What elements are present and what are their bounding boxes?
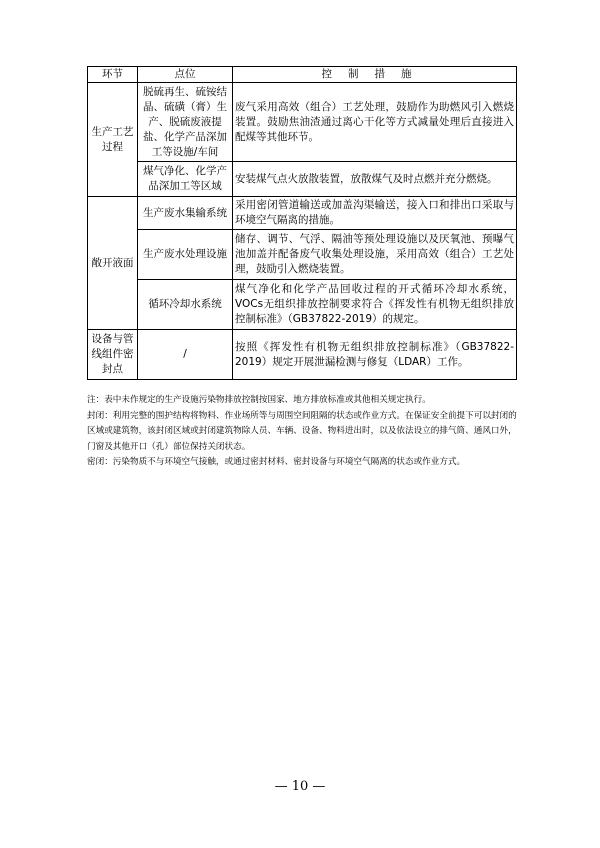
section-open-liquid: 敞开液面 [88,197,138,330]
note-enclosed: 封闭：利用完整的围护结构将物料、作业场所等与周围空间阻隔的状态或作业方式。在保证安全前提下可以封闭的区域或建筑物，该封闭区域或封闭建筑物除人员、车辆、设备、物料进出时，以及依法设立的排气筒、通风口外，门窗及其他开口（孔）部位保持关闭状态。 [87,410,517,452]
point-cell: 煤气净化、化学产品深加工等区域 [138,162,233,197]
page-number: — 10 — [274,779,326,794]
measure-cell: 安装煤气点火放散装置，放散煤气及时点燃并充分燃烧。 [233,162,517,197]
point-cell: 循环冷却水系统 [138,280,233,330]
point-cell: 脱硫再生、硫铵结晶、硫磺（膏）生产、脱硫废液提盐、化学产品深加工等设施/车间 [138,83,233,162]
measure-cell: 煤气净化和化学产品回收过程的开式循环冷却水系统，VOCs无组织排放控制要求符合《挥发性有机物无组织排放控制标准》（GB37822-2019）的规定。 [233,280,517,330]
measure-cell: 按照《挥发性有机物无组织排放控制标准》（GB37822-2019）规定开展泄漏检测与修复（LDAR）工作。 [233,330,517,380]
table-row [88,230,517,280]
section-equipment-seal: 设备与管线组件密封点 [88,330,138,380]
table-row [88,330,517,380]
measure-cell: 储存、调节、气浮、隔油等预处理设施以及厌氧池、预曝气池加盖并配备废气收集处理设施，采用高效（组合）工艺处理，鼓励引入燃烧装置。 [233,230,517,280]
control-measures-table [87,66,517,380]
table-row [88,83,517,162]
measure-cell: 采用密闭管道输送或加盖沟渠输送，接入口和排出口采取与环境空气隔离的措施。 [233,197,517,230]
table-row [88,280,517,330]
point-cell: 生产废水集输系统 [138,197,233,230]
table-row [88,197,517,230]
header-measure: 控制措施 [233,67,517,83]
measure-cell: 废气采用高效（组合）工艺处理，鼓励作为助燃风引入燃烧装置。鼓励焦油渣通过离心干化等方式减量处理后直接进入配煤等其他环节。 [233,83,517,162]
header-section: 环节 [88,67,138,83]
note-sealed: 密闭：污染物质不与环境空气接触，或通过密封材料、密封设备与环境空气隔离的状态或作业方式。 [87,457,466,467]
table-row [88,162,517,197]
point-cell: / [138,330,233,380]
header-point: 点位 [138,67,233,83]
section-process: 生产工艺过程 [88,83,138,197]
table-header-row [88,67,517,83]
notes [87,393,517,471]
point-cell: 生产废水处理设施 [138,230,233,280]
note-general: 注：表中未作规定的生产设施污染物排放控制按国家、地方排放标准或其他相关规定执行。 [87,395,431,405]
